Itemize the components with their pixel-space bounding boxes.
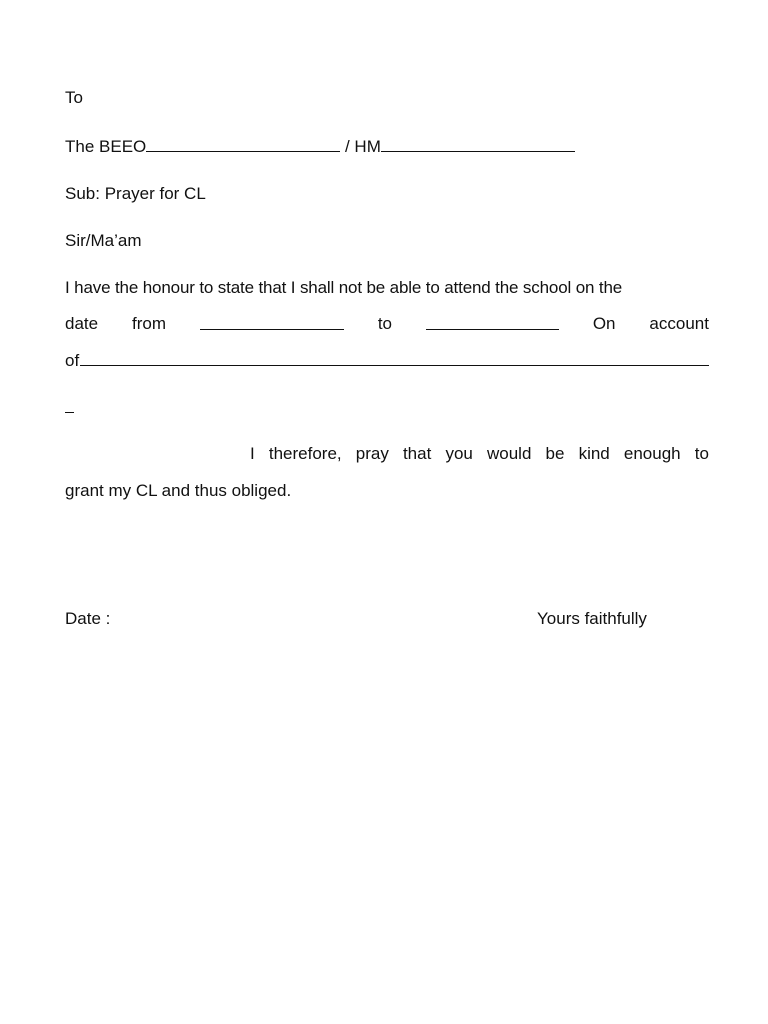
- subject-line: Sub: Prayer for CL: [65, 184, 206, 203]
- para2-word: be: [545, 444, 565, 463]
- reason-blank[interactable]: [80, 350, 709, 366]
- para1-line1-text: I have the honour to state that I shall not be able to attend the school on the: [65, 278, 623, 297]
- para2-word: to: [694, 444, 709, 463]
- word-to: to: [377, 314, 392, 333]
- date-label: Date :: [65, 609, 111, 628]
- word-of: of: [65, 351, 80, 370]
- word-from: from: [132, 314, 166, 333]
- para2-line1: [250, 444, 709, 464]
- para2-word: enough: [623, 444, 681, 463]
- para2-word: pray: [355, 444, 389, 463]
- hm-blank[interactable]: [381, 136, 575, 152]
- recipient-hm-label: / HM: [340, 137, 381, 156]
- beeo-blank[interactable]: [146, 136, 340, 152]
- word-date: date: [65, 314, 99, 333]
- para1-line2: [65, 314, 709, 334]
- to-date-blank[interactable]: [426, 314, 559, 330]
- recipient-beeo-label: The BEEO: [65, 137, 147, 156]
- closing: Yours faithfully: [537, 609, 647, 628]
- para2-word: that: [402, 444, 432, 463]
- reason-blank-continuation[interactable]: [65, 412, 74, 413]
- para2-line2: grant my CL and thus obliged.: [65, 481, 292, 500]
- word-on: On: [592, 314, 616, 333]
- para1-line3: [65, 350, 709, 371]
- salutation-to: To: [65, 88, 83, 107]
- recipient-line: [65, 136, 575, 157]
- para2-word: would: [486, 444, 532, 463]
- para2-word: you: [445, 444, 473, 463]
- from-date-blank[interactable]: [200, 314, 344, 330]
- para1-line1: [65, 278, 709, 298]
- word-account: account: [649, 314, 709, 333]
- para2-word: I: [250, 444, 255, 463]
- greeting: Sir/Ma’am: [65, 231, 142, 250]
- para2-word: kind: [578, 444, 610, 463]
- para2-word: therefore,: [268, 444, 342, 463]
